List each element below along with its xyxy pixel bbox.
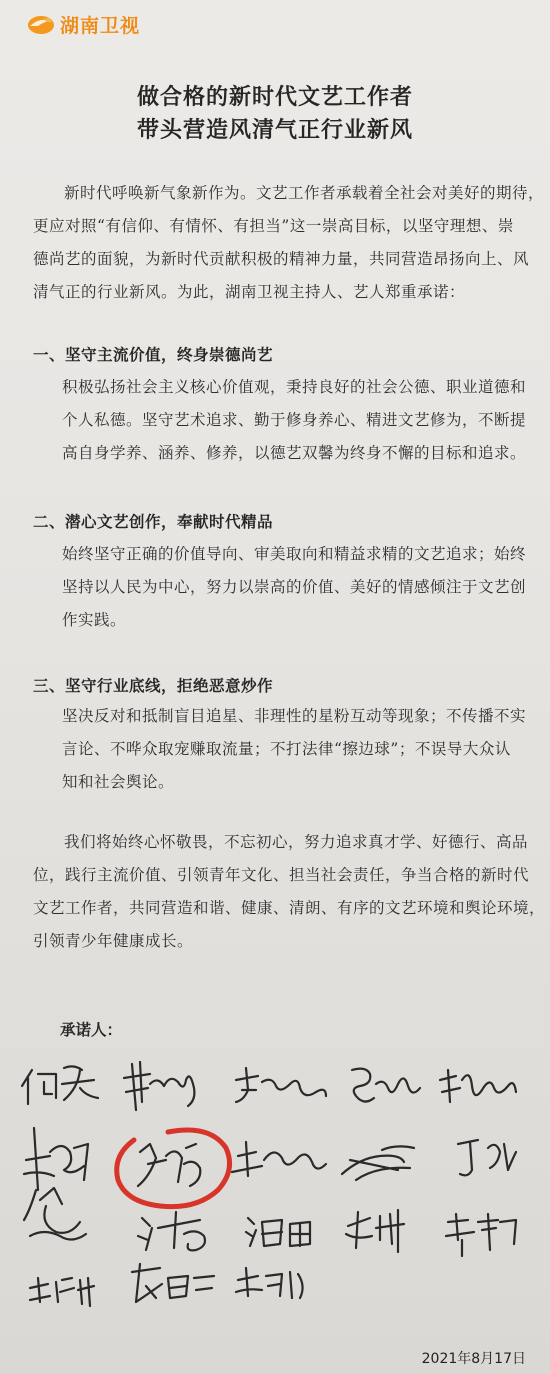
signature-11: [30, 1188, 86, 1240]
section-line: 言论、不哗众取宠赚取流量；不打法律“擦边球”；不误导大众认: [62, 740, 511, 758]
signature-3: [236, 1068, 326, 1102]
signature-17: [132, 1264, 214, 1302]
signature-8: [232, 1142, 326, 1176]
document-title-line1: 做合格的新时代文艺工作者: [136, 85, 413, 110]
document-title-line2: 带头营造风清气正行业新风: [136, 118, 413, 143]
section-heading-3: 三、坚守行业底线，拒绝恶意炒作: [33, 677, 274, 695]
signature-10: [458, 1140, 516, 1175]
signature-6: [24, 1128, 88, 1220]
section-line: 始终坚守正确的价值导向、审美取向和精益求精的文艺追求；始终: [62, 545, 527, 563]
section-line: 个人私德。坚守艺术追求、勤于修身养心、精进文艺修为，不断提: [62, 411, 527, 429]
signature-14: [346, 1210, 404, 1252]
mango-logo-icon: [26, 12, 56, 36]
closing-line: 我们将始终心怀敬畏，不忘初心，努力追求真才学、好德行、高品: [64, 833, 529, 851]
closing-line: 位，践行主流价值、引领青年文化、担当社会责任，争当合格的新时代: [33, 866, 530, 884]
highlight-circle: [117, 1130, 230, 1207]
signature-15: [446, 1214, 516, 1256]
closing-paragraph: [33, 826, 545, 958]
channel-logo: [26, 10, 140, 38]
signature-4: [352, 1069, 420, 1102]
signature-16: [30, 1278, 94, 1306]
section-line: 坚决反对和抵制盲目追星、非理性的星粉互动等现象；不传播不实: [62, 707, 527, 725]
intro-line: 德尚艺的面貌，为新时代贡献积极的精神力量，共同营造昂扬向上、风: [33, 250, 530, 268]
section-line: 高自身学养、涵养、修养，以德艺双馨为终身不懈的目标和追求。: [62, 444, 527, 462]
signature-12: [138, 1212, 205, 1250]
section-body-2: [62, 538, 526, 637]
logo-text: 湖南卫视: [60, 14, 141, 37]
intro-line: 新时代呼唤新气象新作为。文艺工作者承载着全社会对美好的期待，: [64, 184, 545, 202]
section-line: 作实践。: [62, 611, 127, 629]
promisor-label: 承诺人：: [60, 1021, 123, 1039]
intro-line: 清气正的行业新风。为此，湖南卫视主持人、艺人郑重承诺：: [33, 283, 466, 301]
signature-13: [246, 1218, 310, 1246]
section-line: 坚持以人民为中心，努力以崇高的价值、美好的情感倾注于文艺创: [62, 578, 527, 596]
section-body-3: [62, 700, 526, 799]
signature-2: [124, 1062, 194, 1110]
intro-line: 更应对照“有信仰、有情怀、有担当”这一崇高目标，以坚守理想、崇: [33, 217, 514, 235]
closing-line: 文艺工作者，共同营造和谐、健康、清朗、有序的文艺环境和舆论环境，: [33, 899, 546, 917]
signature-7: [138, 1144, 200, 1186]
section-heading-2: 二、潜心文艺创作，奉献时代精品: [33, 513, 274, 531]
section-line: 积极弘扬社会主义核心价值观，秉持良好的社会公德、职业道德和: [62, 378, 527, 396]
signature-5: [440, 1070, 516, 1102]
section-heading-1: 一、坚守主流价值，终身崇德尚艺: [33, 346, 274, 364]
signature-1: [22, 1066, 98, 1104]
signature-9: [342, 1146, 414, 1180]
section-body-1: [62, 371, 526, 470]
signatures-area: [0, 1040, 550, 1340]
intro-paragraph: [33, 177, 544, 309]
closing-line: 引领青少年健康成长。: [33, 932, 194, 950]
section-line: 知和社会舆论。: [62, 773, 175, 791]
document-date: 2021年8月17日: [421, 1351, 526, 1367]
signature-18: [236, 1268, 303, 1298]
